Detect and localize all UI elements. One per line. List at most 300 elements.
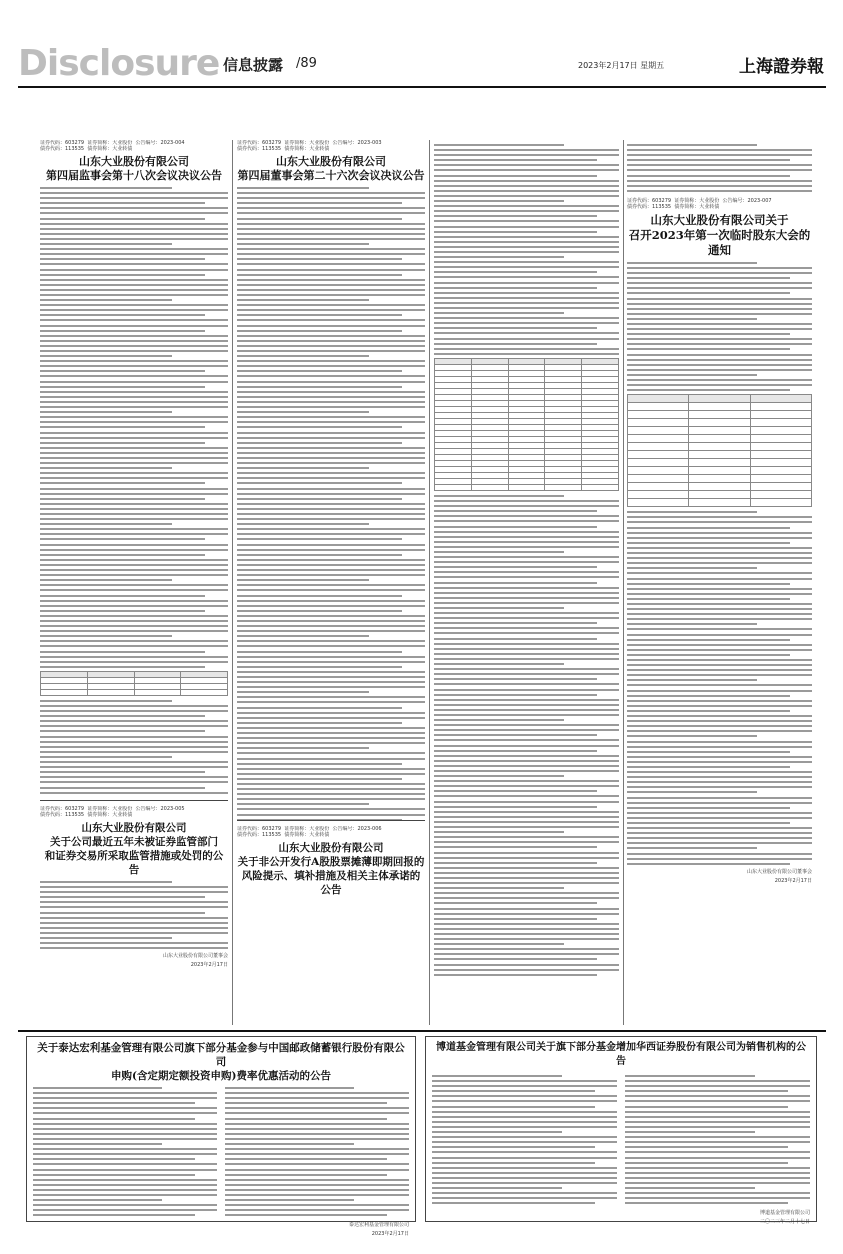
text-line [237,421,425,423]
text-line [434,256,564,258]
text-line [237,732,425,734]
text-line [625,1111,810,1113]
text-line [627,354,812,356]
text-line [434,811,619,813]
text-line [625,1131,755,1133]
text-line [434,561,619,563]
table-row [628,419,812,427]
text-line [40,411,172,413]
text-line [432,1167,617,1169]
text-line [434,587,619,589]
text-line [432,1136,617,1138]
table-row [628,499,812,507]
text-line [627,328,812,330]
text-line [627,374,757,376]
table-cell [508,484,545,490]
text-line [237,253,425,255]
notice-title: 山东大业股份有限公司 关于非公开发行A股股票摊薄即期回报的 风险提示、填补措施及相关主体承诺的公告 [237,842,425,896]
notice-signature: 博道基金管理有限公司 [759,1210,810,1217]
text-line [434,343,597,345]
text-line [237,635,369,637]
text-line [434,704,619,706]
table-cell [628,395,689,403]
text-line [627,730,812,732]
text-line [434,928,619,930]
notice-body [434,144,619,355]
table-row [628,475,812,483]
text-line [40,600,228,602]
text-line [237,192,425,194]
text-line [627,679,757,681]
text-line [237,381,425,383]
text-line [434,500,619,502]
table-cell [689,403,750,411]
text-line [434,546,619,548]
text-line [627,359,812,361]
text-line [237,426,402,428]
text-line [434,964,619,966]
text-line [237,589,425,591]
text-line [432,1162,595,1164]
text-line [434,918,597,920]
text-line [237,442,402,444]
text-line [627,175,790,177]
notice-fund-sales-agency [425,1036,817,1226]
notice-body [432,1075,810,1207]
text-line [237,584,425,586]
text-line [40,651,205,653]
text-line [434,169,619,171]
text-line [40,549,228,551]
table-cell [750,491,811,499]
text-line [434,348,619,350]
text-line [40,391,228,393]
text-line [434,836,619,838]
text-line [627,858,812,860]
notice-date: 2023年2月17日 [371,1231,409,1238]
text-line [225,1123,409,1125]
text-line [434,251,619,253]
table-row [628,427,812,435]
text-line [237,615,425,617]
text-line [434,195,619,197]
text-line [627,623,757,625]
text-line [432,1141,617,1143]
text-line [627,547,812,549]
text-line [237,523,369,525]
text-line [40,937,172,939]
table-cell [628,443,689,451]
text-line [237,335,425,337]
text-line [434,149,619,151]
text-line [627,781,812,783]
text-line [237,452,425,454]
text-line [434,276,619,278]
text-line [434,627,619,629]
text-line [237,416,425,418]
text-line [237,350,425,352]
text-line [627,588,812,590]
text-line [625,1075,755,1077]
text-line [625,1121,810,1123]
table-cell [87,689,134,695]
text-line [627,169,812,171]
text-line [40,661,228,663]
table-row [628,459,812,467]
text-line [237,238,425,240]
notice-title: 山东大业股份有限公司 第四届董事会第二十六次会议决议公告 [237,155,425,182]
text-line [40,736,228,738]
text-line [434,933,619,935]
text-line [237,472,425,474]
text-line [40,544,228,546]
text-line [40,187,172,189]
text-line [434,765,619,767]
text-line [627,511,757,513]
notice-title: 山东大业股份有限公司 关于公司最近五年未被证券监管部门 和证券交易所采取监管措施或处罚的公告 [44,822,224,876]
section-rule [18,1030,826,1032]
text-line [432,1090,595,1092]
text-line [40,574,228,576]
text-line [237,752,425,754]
text-line [627,144,757,146]
text-line [434,271,597,273]
text-line [237,717,425,719]
table-row [628,483,812,491]
text-line [434,164,619,166]
text-line [237,727,425,729]
text-line [237,462,425,464]
text-line [40,579,172,581]
text-line [33,1179,217,1181]
notice-signature: 山东大业股份有限公司董事会 [162,953,228,960]
text-line [432,1075,562,1077]
text-line [627,521,812,523]
text-line [432,1111,617,1113]
text-line [237,671,425,673]
text-line [40,263,228,265]
text-line [237,218,402,220]
text-line [627,853,812,855]
text-line [434,745,619,747]
text-line [434,541,619,543]
text-line [237,758,425,760]
text-line [40,705,228,707]
text-line [40,620,228,622]
text-line [237,676,425,678]
text-line [40,406,228,408]
text-line [40,202,205,204]
text-line [40,314,205,316]
text-line [40,360,228,362]
text-line [434,312,564,314]
text-line [434,862,597,864]
text-line [434,185,619,187]
text-line [434,144,564,146]
text-line [237,294,425,296]
text-line [40,309,228,311]
text-line [434,892,619,894]
table-cell [689,395,750,403]
text-line [40,792,228,794]
text-line [434,307,619,309]
text-line [434,607,564,609]
text-line [40,523,172,525]
text-line [40,787,205,789]
notice-body [627,511,812,864]
text-line [225,1189,409,1191]
text-line [432,1151,617,1153]
table-cell [628,499,689,507]
text-line [432,1080,617,1082]
text-line [434,831,564,833]
text-line [225,1107,409,1109]
text-line [40,330,205,332]
table-row [628,435,812,443]
text-line [434,302,619,304]
text-line [237,712,425,714]
text-line [237,696,425,698]
text-line [627,791,757,793]
text-line [627,776,812,778]
text-line [434,816,619,818]
text-line [237,773,425,775]
notice-meta: 证券代码：603279 证券简称：大业股份 公告编号：2023-006 债券代码：113535 债券简称：大业转债 [237,826,382,838]
text-line [40,477,228,479]
table-row [628,467,812,475]
text-line [237,600,425,602]
section-rule [40,800,228,801]
text-line [237,432,425,434]
notice-body-column [432,1075,617,1207]
text-line [33,1194,217,1196]
text-line [225,1133,409,1135]
notice-body [40,187,228,668]
text-line [40,881,172,883]
text-line [237,309,425,311]
text-line [627,318,757,320]
text-line [434,658,619,660]
text-line [40,559,228,561]
table-cell [750,483,811,491]
text-line [434,332,619,334]
table-cell [689,491,750,499]
text-line [237,686,425,688]
text-line [237,488,425,490]
text-line [434,908,619,910]
text-line [237,391,425,393]
text-line [40,238,228,240]
notice-meta: 证券代码：603279 证券简称：大业股份 公告编号：2023-003 债券代码：113535 债券简称：大业转债 [237,140,382,152]
text-line [434,821,619,823]
text-line [237,666,402,668]
text-line [625,1187,755,1189]
text-line [40,421,228,423]
text-line [434,729,619,731]
text-line [40,437,228,439]
text-line [625,1106,788,1108]
text-line [625,1116,810,1118]
text-line [237,345,425,347]
text-line [627,598,790,600]
text-line [237,482,402,484]
notice-body [33,1087,409,1219]
table-cell [471,484,508,490]
text-line [434,551,564,553]
text-line [434,668,619,670]
text-line [627,863,790,865]
text-line [225,1204,409,1206]
text-line [40,462,228,464]
table-cell [628,435,689,443]
text-line [237,707,402,709]
text-line [627,669,812,671]
text-line [627,593,812,595]
text-line [237,569,425,571]
text-line [627,292,790,294]
text-line [40,781,228,783]
text-line [40,710,228,712]
text-line [627,700,812,702]
text-line [627,842,812,844]
text-line [237,319,425,321]
text-line [33,1123,217,1125]
text-line [225,1199,354,1201]
text-line [434,241,619,243]
text-line [627,715,812,717]
text-line [237,788,425,790]
text-line [237,783,425,785]
text-line [237,457,425,459]
section-rule [237,820,425,821]
text-line [627,552,812,554]
text-line [434,734,597,736]
text-line [33,1153,217,1155]
text-line [40,564,228,566]
table-cell [435,484,472,490]
text-line [627,277,790,279]
text-line [40,442,205,444]
notice-supervisory-board [40,140,228,795]
text-line [434,582,597,584]
text-line [625,1146,788,1148]
text-line [40,396,228,398]
table-cell [628,419,689,427]
table-cell [545,484,582,490]
text-line [434,576,619,578]
text-line [40,207,228,209]
text-line [40,503,228,505]
notice-dilution-risk [237,826,425,1026]
text-line [40,447,228,449]
text-line [432,1177,617,1179]
text-line [434,938,619,940]
text-line [40,584,228,586]
text-line [627,741,812,743]
text-line [627,603,812,605]
text-line [237,605,425,607]
text-line [40,253,228,255]
text-line [627,578,812,580]
text-line [237,513,425,515]
text-line [434,287,597,289]
financial-table [40,671,228,696]
text-line [434,154,619,156]
text-line [40,528,228,530]
text-line [627,389,790,391]
notice-body [434,495,619,976]
table-cell [750,419,811,427]
text-line [237,263,425,265]
column-rule [429,140,430,1025]
text-line [40,355,172,357]
text-line [434,923,619,925]
text-line [434,694,597,696]
table-cell [628,451,689,459]
table-cell [582,484,619,490]
text-line [33,1214,195,1216]
text-line [40,381,228,383]
text-line [40,457,228,459]
text-line [625,1085,810,1087]
text-line [40,498,205,500]
text-line [237,279,425,281]
text-line [40,720,228,722]
text-line [237,243,369,245]
text-line [627,262,757,264]
text-line [434,505,619,507]
text-line [434,846,597,848]
text-line [434,236,619,238]
text-line [33,1189,217,1191]
text-line [432,1192,617,1194]
text-line [627,705,812,707]
text-line [627,812,812,814]
text-line [432,1197,617,1199]
text-line [434,790,597,792]
text-line [434,755,619,757]
text-line [33,1133,217,1135]
text-line [237,447,425,449]
text-line [40,666,205,668]
text-line [40,569,228,571]
text-line [225,1087,354,1089]
text-line [627,348,790,350]
text-line [40,756,172,758]
text-line [237,610,402,612]
text-line [40,299,172,301]
table-cell [628,483,689,491]
table-cell [628,467,689,475]
text-line [627,756,812,758]
text-line [434,220,619,222]
text-line [33,1092,217,1094]
table-row [628,403,812,411]
text-line [237,808,425,810]
text-line [432,1100,617,1102]
text-line [434,520,619,522]
text-line [40,340,228,342]
text-line [40,269,228,271]
text-line [40,891,228,893]
text-line [627,771,812,773]
text-line [434,902,597,904]
text-line [434,841,619,843]
table-row [628,491,812,499]
text-line [627,313,812,315]
text-line [625,1151,810,1153]
text-line [40,508,228,510]
